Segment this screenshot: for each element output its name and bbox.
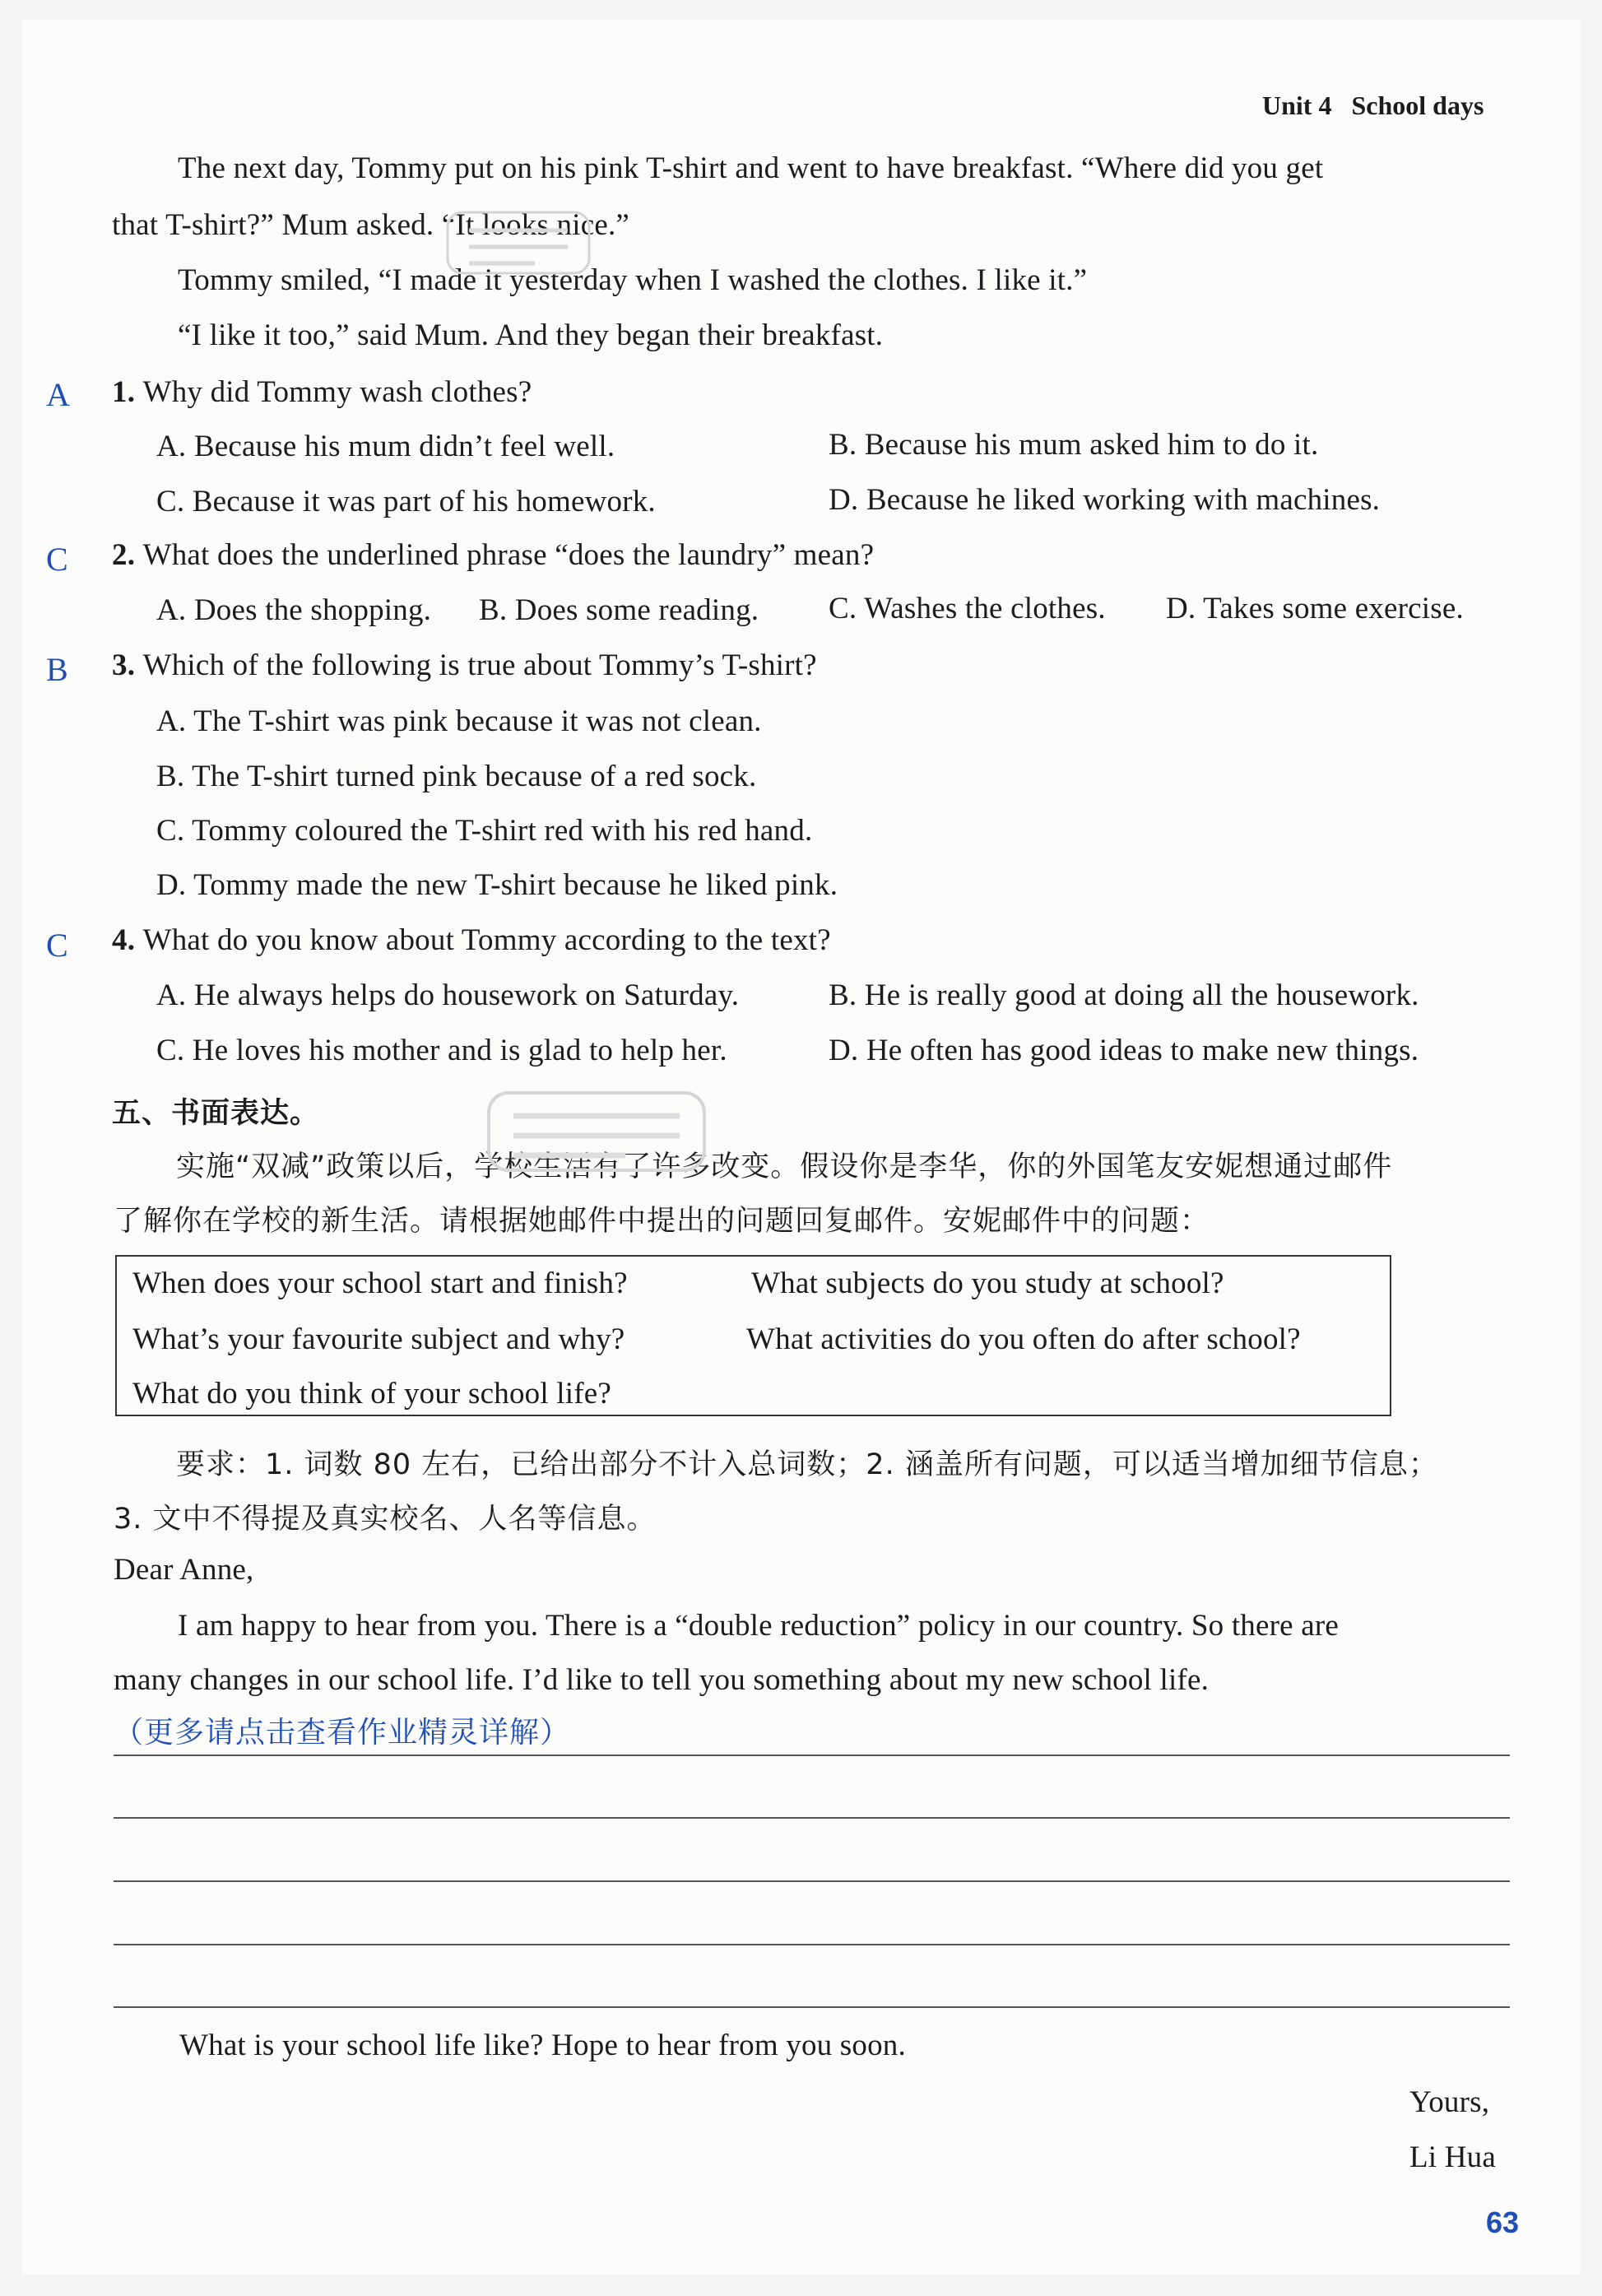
watermark-logo <box>444 206 592 280</box>
letter-signoff: Yours, <box>1409 2085 1490 2119</box>
q2-option-b: B. Does some reading. <box>479 593 759 627</box>
letter-signature: Li Hua <box>1409 2140 1496 2174</box>
q1-option-b: B. Because his mum asked him to do it. <box>829 428 1319 462</box>
writing-section-heading: 五、书面表达。 <box>112 1097 320 1130</box>
q4-option-c: C. He loves his mother and is glad to help her. <box>156 1034 727 1067</box>
box-question-3: What’s your favourite subject and why? <box>132 1322 625 1356</box>
answer-mark-q2: C <box>46 541 68 578</box>
more-details-link[interactable]: （更多请点击查看作业精灵详解） <box>114 1716 571 1750</box>
q3-option-d: D. Tommy made the new T-shirt because he liked pink. <box>156 868 838 902</box>
q1-option-c: C. Because it was part of his homework. <box>156 485 656 518</box>
question-number: 1. <box>112 375 136 409</box>
letter-closing-line: What is your school life like? Hope to hear from you soon. <box>179 2029 906 2062</box>
question-number: 4. <box>112 923 136 957</box>
requirements-line-2: 3. 文中不得提及真实校名、人名等信息。 <box>114 1503 657 1536</box>
box-question-4: What activities do you often do after school? <box>746 1322 1301 1356</box>
writing-intro-line-1: 实施“双减”政策以后，学校生活有了许多改变。假设你是李华，你的外国笔友安妮想通过邮件 <box>176 1150 1393 1183</box>
answer-line <box>114 1880 1510 1882</box>
question-text: What does the underlined phrase “does the laundry” mean? <box>142 538 875 572</box>
story-paragraph-2: Tommy smiled, “I made it yesterday when I washed the clothes. I like it.” <box>178 263 1088 297</box>
page-number: 63 <box>1486 2205 1520 2239</box>
box-question-1: When does your school start and finish? <box>132 1267 628 1300</box>
q3-option-a: A. The T-shirt was pink because it was not clean. <box>156 704 762 738</box>
story-paragraph-3: “I like it too,” said Mum. And they began their breakfast. <box>178 318 884 352</box>
question-text: What do you know about Tommy according to the text? <box>142 923 831 957</box>
q4-option-a: A. He always helps do housework on Saturday. <box>156 978 740 1012</box>
q1-option-d: D. Because he liked working with machines. <box>829 483 1381 517</box>
answer-line <box>114 1817 1510 1819</box>
answer-mark-q4: C <box>46 927 68 964</box>
unit-label: Unit 4 <box>1262 91 1332 120</box>
question-1 <box>112 374 532 410</box>
question-number: 2. <box>112 538 136 572</box>
q3-option-b: B. The T-shirt turned pink because of a red sock. <box>156 760 757 793</box>
q2-option-a: A. Does the shopping. <box>156 593 432 627</box>
answer-line <box>114 2006 1510 2008</box>
answer-mark-q3: B <box>46 651 68 688</box>
story-paragraph-1-line-1: The next day, Tommy put on his pink T-shirt and went to have breakfast. “Where did you get <box>178 151 1324 185</box>
question-3 <box>112 648 817 683</box>
writing-intro-line-2: 了解你在学校的新生活。请根据她邮件中提出的问题回复邮件。安妮邮件中的问题： <box>114 1205 1210 1238</box>
box-question-5: What do you think of your school life? <box>132 1377 612 1411</box>
box-question-2: What subjects do you study at school? <box>751 1267 1224 1300</box>
unit-title: School days <box>1351 91 1484 120</box>
q2-option-d: D. Takes some exercise. <box>1166 592 1464 625</box>
letter-body-line-2: many changes in our school life. I’d like to tell you something about my new school life. <box>114 1663 1210 1697</box>
question-4 <box>112 923 831 958</box>
question-text: Which of the following is true about Tommy’s T-shirt? <box>142 648 817 682</box>
watermark-logo <box>485 1086 708 1177</box>
requirements-line-1: 要求：1. 词数 80 左右，已给出部分不计入总词数；2. 涵盖所有问题，可以适当增加细节信息； <box>176 1448 1438 1481</box>
answer-line <box>114 1944 1510 1945</box>
q4-option-b: B. He is really good at doing all the housework. <box>829 978 1419 1012</box>
q1-option-a: A. Because his mum didn’t feel well. <box>156 430 615 463</box>
question-text: Why did Tommy wash clothes? <box>142 375 532 409</box>
question-number: 3. <box>112 648 136 682</box>
letter-body-line-1: I am happy to hear from you. There is a “double reduction” policy in our country. So there are <box>178 1609 1339 1643</box>
q4-option-d: D. He often has good ideas to make new things. <box>829 1034 1419 1067</box>
answer-mark-q1: A <box>46 376 70 413</box>
question-2 <box>112 537 874 573</box>
page-header <box>1262 91 1484 121</box>
story-paragraph-1-line-2: that T-shirt?” Mum asked. “It looks nice.” <box>112 208 630 242</box>
letter-greeting: Dear Anne, <box>114 1553 254 1587</box>
q3-option-c: C. Tommy coloured the T-shirt red with his red hand. <box>156 814 813 848</box>
answer-line <box>114 1755 1510 1756</box>
q2-option-c: C. Washes the clothes. <box>829 592 1106 625</box>
